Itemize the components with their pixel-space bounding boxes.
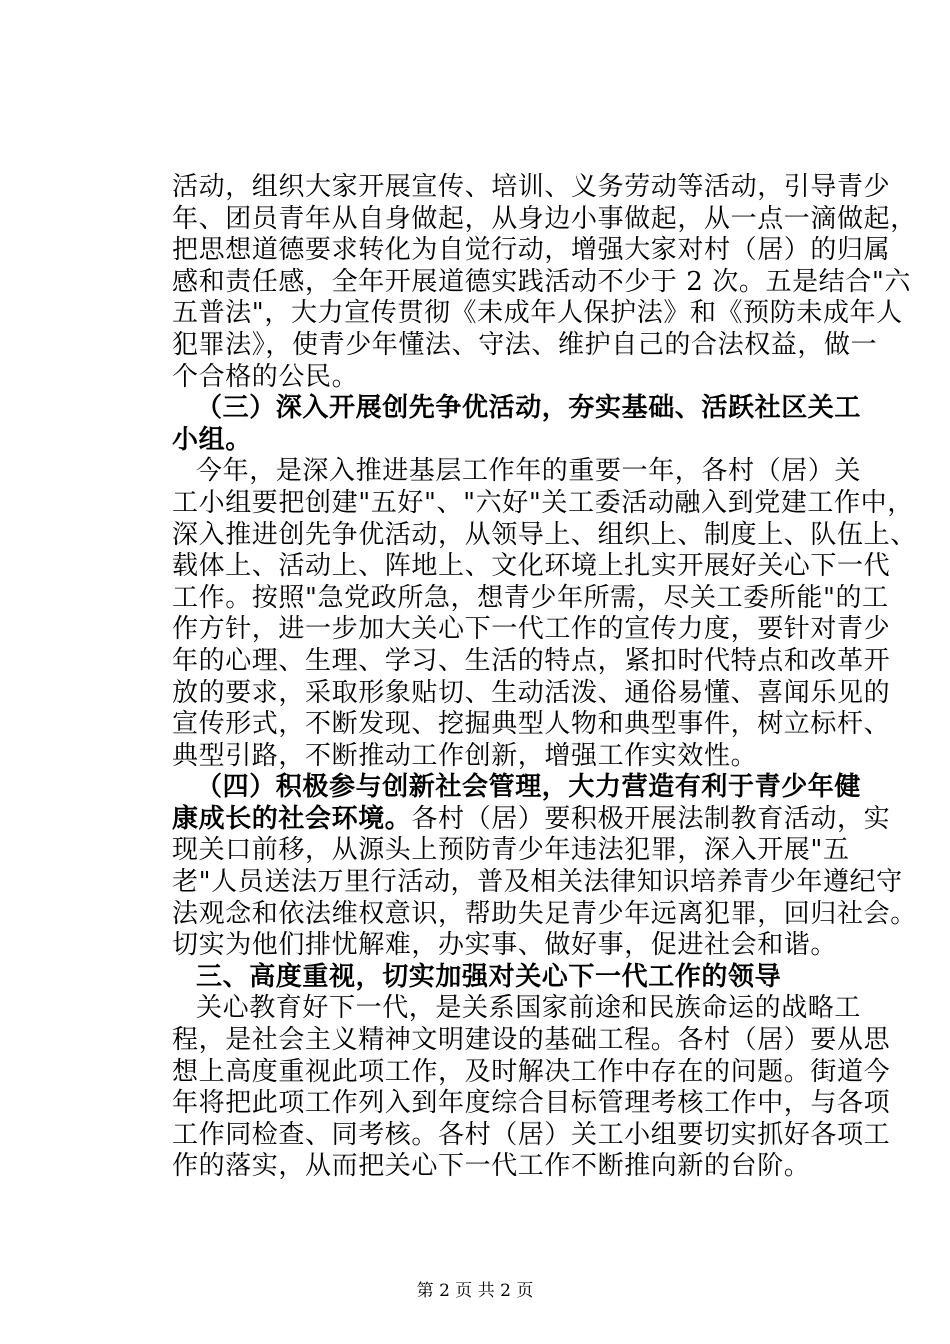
- text-line: 典型引路，不断推动工作创新，增强工作实效性。: [172, 740, 758, 771]
- text-line: 年的心理、生理、学习、生活的特点，紧扣时代特点和改革开: [172, 645, 891, 676]
- text-line: 老"人员送法万里行活动，普及相关法律知识培养青少年遵纪守: [172, 867, 903, 898]
- text-line: 程，是社会主义精神文明建设的基础工程。各村（居）要从思: [172, 1025, 891, 1056]
- text-line: 深入推进创先争优活动，从领导上、组织上、制度上、队伍上、: [172, 519, 917, 550]
- body-text: 各村（居）要积极开展法制教育活动，实: [411, 803, 891, 834]
- text-line: 宣传形式，不断发现、挖掘典型人物和典型事件，树立标杆、: [172, 709, 891, 740]
- text-line: 年将把此项工作列入到年度综合目标管理考核工作中，与各项: [172, 1088, 891, 1119]
- text-line: 作方针，进一步加大关心下一代工作的宣传力度，要针对青少: [172, 614, 891, 645]
- text-line: 想上高度重视此项工作，及时解决工作中存在的问题。街道今: [172, 1056, 891, 1087]
- subheading-line: （三）深入开展创先争优活动，夯实基础、活跃社区关工: [196, 393, 862, 424]
- text-line: 工作同检查、同考核。各村（居）关工小组要切实抓好各项工: [172, 1119, 891, 1150]
- text-line: 工作。按照"急党政所急，想青少年所需，尽关工委所能"的工: [172, 582, 889, 613]
- text-line: 今年，是深入推进基层工作年的重要一年，各村（居）关: [196, 456, 862, 487]
- text-line: 作的落实，从而把关心下一代工作不断推向新的台阶。: [172, 1151, 811, 1182]
- text-line: 五普法"，大力宣传贯彻《未成年人保护法》和《预防未成年人: [172, 298, 903, 329]
- text-line: 关心教育好下一代，是关系国家前途和民族命运的战略工: [196, 993, 862, 1024]
- bold-lead-text: （四）积极参与创新社会管理，大力营造有利于青少年健: [196, 772, 862, 803]
- subheading-line: 小组。: [172, 424, 252, 455]
- text-line: 现关口前移，从源头上预防青少年违法犯罪，深入开展"五: [172, 835, 850, 866]
- page-number-footer: 第 2 页 共 2 页: [416, 1281, 534, 1301]
- text-line: 年、团员青年从自身做起，从身边小事做起，从一点一滴做起，: [172, 203, 917, 234]
- text-line: 工小组要把创建"五好"、"六好"关工委活动融入到党建工作中，: [172, 487, 914, 518]
- text-line: 活动，组织大家开展宣传、培训、义务劳动等活动，引导青少: [172, 172, 891, 202]
- text-line: 载体上、活动上、阵地上、文化环境上扎实开展好关心下一代: [172, 551, 891, 582]
- text-line: 个合格的公民。: [172, 361, 359, 392]
- text-line: 感和责任感，全年开展道德实践活动不少于 2 次。五是结合"六: [172, 266, 912, 297]
- text-line: 放的要求，采取形象贴切、生动活泼、通俗易懂、喜闻乐见的: [172, 677, 891, 708]
- section-title: 三、高度重视，切实加强对关心下一代工作的领导: [196, 961, 782, 992]
- text-line: 法观念和依法维权意识，帮助失足青少年远离犯罪，回归社会。: [172, 898, 917, 929]
- mixed-line: [172, 803, 891, 836]
- document-body: [172, 172, 917, 1183]
- mixed-line: [172, 772, 862, 804]
- text-line: 切实为他们排忧解难，办实事、做好事，促进社会和谐。: [172, 930, 838, 961]
- bold-lead-text: 康成长的社会环境。: [172, 803, 412, 834]
- text-line: 把思想道德要求转化为自觉行动，增强大家对村（居）的归属: [172, 235, 891, 266]
- text-line: 犯罪法》，使青少年懂法、守法、维护自己的合法权益，做一: [172, 329, 878, 360]
